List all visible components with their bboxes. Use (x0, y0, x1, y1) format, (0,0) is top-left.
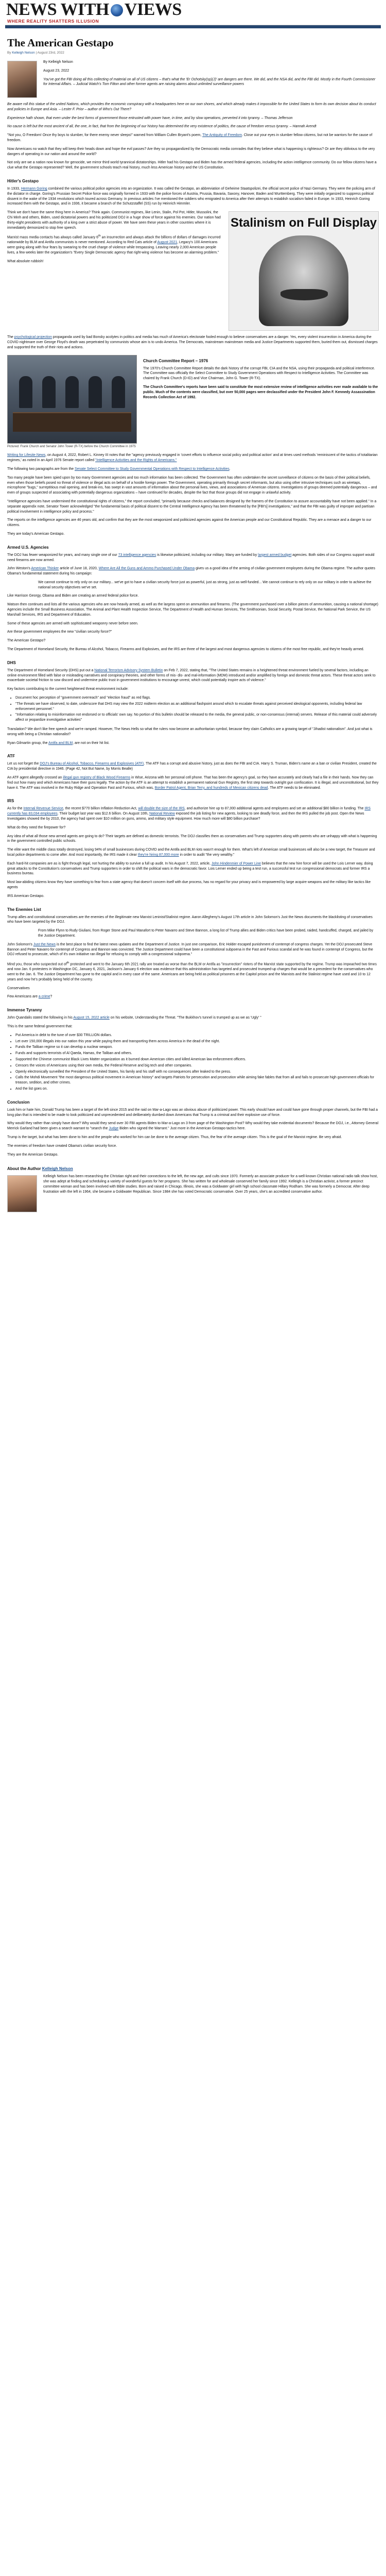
heading-atf: ATF (7, 754, 15, 759)
church-p5: Too many people have been spied upon by too many Government agencies and too much information has been collected. The Government has often undertaken the secret surveillance of citizens on the basis of their political beliefs, even when those beliefs posed no threat of violence or illegal acts on behalf of a hostile foreign power. The Government, operating primarily through secret informants, but also using other intrusive techniques such as wiretaps, microphone "bugs," surreptitious mail opening, and break-ins, has swept in vast amounts of information about the personal lives, views, and associations of American citizens. Investigations of groups deemed potentially dangerous – and even of groups suspected of associating with potentially dangerous organizations – have continued for decades, despite the fact that those groups did not engage in unlawful activity. (7, 476, 377, 495)
list-item: • And the list goes on. (15, 1087, 379, 1092)
hitler-p1: In 1933, Hermann Goring combined the various political police agencies into an organization. It was called the Gestapo, an abbreviation of Geheime Staatspolizei, the official secret police of Nazi Germany. They were the policing arm of the dictator in charge. Goring's Prussian Secret Police force was originally formed in 1933 with the police forces of Austria, Prussia, Bavaria, Saxony, Hanover, Baden and Wurttemberg. They were initially organized to suppress political dissent in the wake of the 1934 revolutions which toured across Germany. In previous articles I've mentioned the soldiers who emigrated to America after their attempts to establish socialism failed in Europe. In 1933, Heinrich Goring increased them with the Gestapo, and in 1936, it became a branch of the Schutzstaffel (SS) run by Heinrich Himmler. (7, 187, 375, 206)
link-irs[interactable]: Internal Revenue Service (23, 807, 63, 811)
armed-p4: Like Harrison Georgy, Obama and Biden are creating an armed federal police force. (7, 594, 139, 598)
armed-p1: The DOJ has fewer weaponized for years, and many single one of our 73 intelligence agencies is likewise politicized, including our military. Many are funded by largest armed budget agencies. Both sides of our Congress support would need firearms are now armed. (7, 553, 375, 562)
link-intelligence-activities[interactable]: "Intelligence Activities and the Rights of Americans." (95, 459, 177, 463)
enemies-p2-quote: From Mike Flynn to Rudy Giuliani, from Roger Stone and Paul Manafort to Peter Navarro and Steve Bannon, a long list of Trump allies and Biden critics have been probed, raided, handcuffed, charged, and jailed by the Justice Department. (38, 929, 374, 938)
list-item: • Document hoc perception of "government overreach" and "election fraud" as red flags. (15, 696, 379, 701)
enemies-p1: Trump allies and constitutional conservatives are the enemies of the illegitimate new Marxist Leninist/Stalinist regime. Aaron Allegheny's August 17th article in John Solomon's Just the News documents the blacklisting of conservatives who have been targeted by the DOJ. (7, 915, 373, 924)
list-item: • Openly electronically surveilled the President of the United States, his family and his staff with no consequences after leaked to the press. (15, 1070, 379, 1075)
link-aug-15-article[interactable]: August 15, 2022 article (73, 1016, 110, 1020)
enemies-p3: John Solomon's Just the News is the best place to find the latest news updates and the Department of Justice. In just one comparison, Eric Holder escaped punishment of contempt of congress charges. Yet the DOJ prosecuted Steve Bannon and Peter Navarro for contempt of Congress and Bannon was convicted. The Justice Department could have been a constitutional subpoena in the Fast and Furious scandal and he was found in contempt of Congress, but the DOJ refused to prosecute, which of it's own initiative ran illegal for refusing to comply with a congressional subpoena." (7, 942, 373, 957)
armed-p7: Are these government employees the new "civilian security force?" (7, 630, 112, 634)
heading-enemies-list: The Enemies List (7, 907, 41, 912)
church-p1: The 1970's Church Committee Report details the dark history of the corrupt FBI, CIA and the NSA, using their propaganda and political interference. The Committee was officially the Select Committee to Study Government Operations with Respect to Intelligence Activities. The Committee was chaired by Frank Church (D-ID) and Vice Chairman, John G. Tower (R-TX). (143, 366, 375, 381)
bio-photo-wrap (7, 1175, 37, 1212)
link-antiquity-of-freedom[interactable]: The Antiquity of Freedom (202, 133, 242, 138)
list-item: • Censors the voices of Americans using their own media, the Federal Reserve and big tech and other companies. (15, 1063, 379, 1069)
link-guns-and-ammo[interactable]: Where Are All the Guns and Ammo Purchased Under Obama (98, 567, 195, 571)
armed-p3-quote: We cannot continue to rely only on our military... we've got to have a civilian security force just as powerful, just as strong, just as well-funded... We cannot continue to rely only on our military in order to achieve the national security objectives we've set. (38, 580, 372, 589)
about-author-heading: About the Author Kelleigh Nelson (7, 1166, 73, 1172)
author-link[interactable]: Kelleigh Nelson (12, 51, 35, 55)
list-item: • Calls the Mohdi Movement "the most dangerous political movement in American history" and targets Patriots for persecution and prosecution while aiming fake fables that from all and fails to prosecute high government officials for treason, sedition, and other crimes. (15, 1075, 379, 1086)
link-hiring-87000[interactable]: they're hiring 87,000 more (137, 853, 179, 857)
author-photo (7, 61, 37, 98)
link-national-review[interactable]: National Review (149, 812, 175, 816)
enemies-p5: Conservatives (7, 986, 30, 990)
conclusion-p3: Trump is the target, but what has been done to him and the people who worked for him can be done to the average citizen. Thus, the fear of the average citizen. This is the goal of the Marxist regime. Be very afraid. (7, 1135, 342, 1139)
link-antifa-blm[interactable]: Antifa and BLM (48, 741, 73, 745)
stalinism-image (229, 211, 379, 331)
byline-prefix: By (7, 51, 11, 55)
list-item: • Supported the Chinese communist Black Lives Matter organization as it burned down American cities and killed American law enforcement officers. (15, 1057, 379, 1062)
link-ntas-bulletin[interactable]: National Terrorism Advisory System Bulletin (94, 668, 163, 672)
list-item: • "The threats we have observed, to date, underscore that DHS may view the 2022 midterm election as an additional flashpoint around which to escalate threats against perceived ideological opponents, including federal law enforcement personnel." (15, 702, 379, 712)
hitler-p2: Think we don't have the same thing here in America? Think again. Communist regimes, like Lenin, Stalin, Pol Pot, Hitler, Mussolini, the Chi Minh and others, Biden, used dictatorial powers and his politicized DOJ in a huge show of force against his enemies. Our nation had thirty-eight presidents with authority of a king over a strict abuse of power. We have seen these years in other countries where it is immediately demonized to stop free speech. (7, 211, 221, 230)
author-block (7, 61, 37, 98)
globe-icon (111, 4, 123, 16)
intro-paragraph-6: Now Americans no watch that they will keep their heads down and hope the evil passes? Are they so propagandized by the Democratic media comrades that they believe what is happening is righteous? Or are they oblivious to the very dangers of operating in our nation and around the world? (7, 147, 375, 156)
link-senate-select-committee[interactable]: Senate Select Committee to Study Governmental Operations with Respect to Intelligence Activities (75, 467, 230, 471)
intro-quote-3: Experience hath shown, that even under the best forms of government those entrusted with power have, in time, and by slow operations, perverted it into tyranny. – Thomas Jefferson (7, 116, 293, 120)
tyranny-p2: This is the same federal government that: (7, 1025, 73, 1029)
link-gun-registry[interactable]: illegal gun registry of Black Wood Firearms (63, 776, 131, 780)
conclusion-p5: They are the American Gestapo. (7, 1153, 59, 1157)
link-doj-atf[interactable]: DOJ's Bureau of Alcohol, Tobacco, Firearms and Explosives (ATF) (40, 762, 144, 766)
heading-dhs: DHS (7, 660, 16, 665)
article-date: August 23rd, 2022 (37, 51, 64, 55)
irs-p2: What do they need the firepower for? (7, 825, 66, 829)
intro-paragraph-5: "Not you, O Freedom! Once thy boys to slumber, for there enemy never sleeps!" warned from William Cullen Bryant's poem, The Antiquity of Freedom. Close out your eyes in slumber fellow citizens, but not be warriors for the cause of freedom. (7, 133, 373, 142)
tyranny-p1: John Quandalis stated the following in his August 15, 2022 article on his website, Understanding the Threat. "The Bukkhov's tunnel is trumped up as we as 'Ugly' " (7, 1016, 261, 1020)
link-author-bio[interactable]: Kelleigh Nelson (42, 1166, 73, 1172)
site-tagline: WHERE REALITY SHATTERS ILLUSION (7, 19, 99, 24)
link-power-line[interactable]: John Hindenmier of Power Line (211, 861, 261, 866)
stalinism-banner-graphic: Stalinism on Full Display (230, 216, 377, 230)
conclusion-p2: Why would they rather than simply have done? Why would they send over 30 FBI agents Biden to Mar-a-Lago on 3 from page of the Washington Post? Why would they take evidential documents? Because the DOJ, i.e., Attorney General Merrick Garland had been given a search warrant to "search the Judge Biden who signed the Warrant." Just more in the American Gestapo tactics here. (7, 1122, 378, 1131)
intro-quote-2: Be aware roll this statue of the united Nations, which provides the economic conspiracy with a headquarters here on our own shores, and which already makes it impossible for the United States to form its own decision about its conduct and policies in Europe and Asia. – Lester F. Prior – author of Who's Out There? (7, 103, 376, 111)
irs-p1: As for the Internal Revenue Service, the recent $770 billion Inflation Reduction Act, will double the size of the IRS, and authorize hire up to 87,000 additional agents and employees and set an additional $80 billion in funding. The IRS currently has 83,034 employees. Their budget last year was $12.6 billion. On August 10th, National Review exposed the job listing for new agents, looking to see deadly force, and then the IRS pulled the job post. Open the News Investigates showed the by 2010, the agency had spent over $10 million on guns, ammo, and military style equipment. How much more will $80 billion purchase? (7, 807, 371, 821)
dhs-p3: Translation? We don't like free speech and we're ramped. However, The News Hells so what the rulers now become an authoritarian symbol, because they claim Catholics are a growing target of "Jihadist nationalism". And just what is wrong with being a Christian nationalist? (7, 727, 373, 736)
logo-text-right: VIEWS (124, 0, 182, 20)
conclusion-p1: Look him or hate him, Donald Trump has been a target of the left since 2015 and the raid on Mar-a-Lago was an obvious abuse of politicized power. This early should have and could have gone through proper channels, but the FBI had a long plan that is intended to be made to look politicized and unprecedented and deliberately dumbed down Americans that Trump is a criminal and their explosive use of force. (7, 1108, 378, 1117)
armed-p2: John Weston's American Thinker article of June 18, 2020, Where Are All the Guns and Ammo Purchased Under Obama gives us a good idea of the arming of civilian government employees during the Obama regime. The author quotes Obama's fundamental statement during his campaign: (7, 567, 375, 576)
church-p3: Writing for Lifesite News, on August 4, 2022, Robert L. Kinney III notes that the "agency previously engaged in 'covert efforts to influence social policy and political action' and at times used methods 'reminiscent of the tactics of totalitarian regimes,' as noted in an April 1976 Senate report called "Intelligence Activities and the Rights of Americans." (7, 453, 378, 463)
bio-photo (7, 1175, 37, 1212)
intro-paragraph-7: Not only are we a nation now known for genocide, we mirror third world tyrannical dictatorships. Hitler had his Gestapo and Biden has the armed federal agencies, including the action intelligence community. Do our fellow citizens have a clue what the Gestapo represented? Well, the government schools teach real history, much less American history and the US Constitution. (7, 161, 377, 170)
intro-quote-4: No cause is left but the most ancient of all, the one, in fact, that from the beginning of our history has determined the very existence of politics, the cause of freedom versus tyranny. – Hannah Arendt (7, 125, 317, 129)
intro-quote-1: You've got the FBI doing all this collecting of material on all of US citizens – that's what the 'Er Ochotsky(sp)(J)' are dangers are there. We did, and the NSA did, and the FBI did. Mostly in the Fourth Commissioner for Internal Affairs. – Judicial Watch's Tom Fitton and other former agents are raising alarms about unlimited surveillance powers (43, 77, 376, 87)
church-p2: The Church Committee's reports have been said to constitute the most extensive review of intelligence activities ever made available to the public. Much of the contents were classified, but over 50,000 pages were declassified under the President John F. Kennedy Assassination Records Collection Act of 1992. (143, 385, 378, 399)
hitler-p3: Marxist mass media contacts has always called January 6th an insurrection and always attack the billions of dollars of damages incurred nationwide by BLM and Antifa communists is never mentioned. According to Red Cats article of August 2021, Legacy's 100 Americans were going along with four fears by swearing to the cruel charge of violence while trespassing. Leaving nearly 2,000 American people lives, a few weeks later the organization's "Every Single Democratic agency that right-wing violence has become an alarming problem." (7, 234, 221, 255)
link-psychological-projection[interactable]: psychological projection (14, 335, 52, 340)
site-logo[interactable] (6, 1, 182, 24)
heading-irs: IRS (7, 799, 14, 804)
list-item: • Funds the Taliban regime so it can develop a nuclear weapon. (15, 1045, 379, 1050)
list-item: • "Information relating to misinformation not endorsed or to officials' own say. No portion of this bulletin should be released to the media, the general public, or non-consensus (internal) servers. Release of this material could adversely affect or jeopardize investigative activities" (15, 713, 379, 723)
church-p7: The reports on the intelligence agencies are 46 years old, and confirm that they are the most weaponized and politicized agencies against the American people and our Constitutional Republic. They are a menace and a danger to our citizens. (7, 518, 372, 528)
church-p6: "Intelligence agencies have undermined the constitutional rights of citizens," the report concluded, "primarily because checks and balances designed by the framers of the Constitution to assure accountability have not been applied." In a separate appendix note, Senator Tower acknowledged "the fundamental basis of political dissent to the Central Intelligence Agency has been threatened by the [FBI's] investigations," and that the FBI was guilty of improper and partisan political involvement in intelligence policy and process." (7, 499, 377, 514)
hitler-p5: The psychological projection propaganda used by bad Bonsky acolytes in politics and media has much of America's electorate fooled enough to believe conservatives are a danger. Yes, every violent insurrection in America during the COVID nightmare over George Floyd's death was perpetrated by communists whose aim is to undo America. The Democrats, mainstream mainstream media and Justice Departments supported them, buried them out, dismissed charges and supported the truth of their riots and actions. (7, 335, 378, 349)
link-a-crime[interactable]: a crime (38, 995, 50, 999)
church-p4: The following two paragraphs are from the Senate Select Committee to Study Governmental Operations with Respect to Intelligence Activities. (7, 467, 231, 471)
link-just-the-news[interactable]: Just the News (33, 942, 56, 946)
article (5, 28, 381, 1216)
irs-p3: Any idea of what all those new armed agents are going to do? Their targets are defined as domestic terrorists. The DOJ classifies them as conservatives and Trump supporters along with parents who are unhappy with what is happening in the government controlled public schools. (7, 834, 377, 843)
armed-p5: Watson then continues and lists all the various agencies who are now heavily armed, as well as the largess spent on ammunition and firearms. (The government purchased over a billion pieces of ammunition, causing a national shortage) Agencies include the Small Business Association, The Animal and Plant Health Inspection Service, The Department of Health and Human Services, The Smithsonian, Social Security, Postal Service, the National Park Service, the US Marshall Services, IRS and Department of Education. (7, 603, 378, 617)
list-item: • Let over 150,000 illegals into our nation this year while paying them and transporting them across America in the dead of the night. (15, 1039, 379, 1044)
hitler-p4: What absolute rubbish! (7, 259, 44, 263)
atf-p1: Let us not forget the DOJ's Bureau of Alcohol, Tobacco, Firearms and Explosives (ATF). The ATF has a corrupt and abusive history, just as does the FBI and CIA. Harry S. Truman, Biden's name an a ban or civilian President, created the CIA by presidential directive in 1946. (Page 42, Not But Name, by Morris Bealle) (7, 762, 377, 771)
link-double-irs[interactable]: will double the size of the IRS (138, 807, 185, 811)
enemies-p4: Mind you, those who suspected out $of^{th}$ protested and went to the January 6th 2021 rally are treated as worse than the BLM or Antifa as "insurrection" rioters of the Marxist state supported by the regime. Trump was impeached two times and now Jan. 6 protesters in Washington DC, January 6, 2021, Jackson's January 6 election was evidence that this administration has targeted and prosecuted trumped-up charges that would be a precedent for the conservatives who went to the Jan. 6. The Justice Department has gone to the capitol and in every case of the same. Americans are being held as political prisoners at the Capitol prison and the Marxists and the Stalinist regime have used and 10 to 12 years and now he's probably being held of the country. (7, 961, 377, 981)
dhs-p4: Ryan Gilmartin group, the Antifa and BLM, are not on their hit list. (7, 741, 110, 745)
irs-p5: Each hard-hit companies are as is fight through legal, not hurting the ability to survive a full up audit. In his August 7, 2022, article, John Hindenmier of Power Line believes that the new hire force will be used the Lois Lerner way, doing great attacks to the Constitution's conservatives and Trump supporters in order to shift the political wars in the democratic favor. Lois Lerner ended up being a test run, a successful test run congressional democrats and former IRS a business bureau. (7, 861, 373, 876)
link-judge[interactable]: Judge (109, 1127, 119, 1131)
link-august-2021[interactable]: August 2021 (157, 241, 178, 245)
site-header (5, 0, 381, 25)
link-brian-terry[interactable]: Border Patrol Agent, Brian Terry, and hundreds of Mexican citizens dead (154, 786, 268, 790)
bio-text: Kelleigh Nelson has been researching the Christian right and their connections to the left, the new age, and cults since 1970. Formerly an associate producer for a well-known Christian national radio talk show host, she was adept at finding and scheduling a variety of wonderful guests for her programs. She has written for and wholesale conserved her family since 1992. Kelleigh is a Christian activist, a former precinct committee woman and has been involved with Bible studies. Born and raised in Chicago, Illinois, she was a Goldwater girl with high school classmate Hillary Rodham. She was formerly a Democrat. After deep frustration with the left in 1964, she became a Goldwater Republican. Since 1984 she has voted Democratic conservative. Over 25 years, she's an accredited conservative author. (43, 1175, 378, 1194)
irs-p7: IRS American Gestapo. (7, 894, 45, 898)
dhs-p2: Key factors contributing to the current heightened threat environment include: (7, 687, 129, 691)
atf-p2: An ATF agent allegedly crossed an illegal gun registry of Black Wood Firearms in Wise, Arizona with her personal cell phone. That has been the agency's goal, so they have accurately and clearly had a file in their hands. Now they can find out how many and which Americans have their guns legally. The action by the ATF is an attempt to establish a permanent national Gun Registry, the first step towards outright gun confiscation. It is illegal, and unconstitutional, but they have it. The ATF was involved in the Ruby Ridge and Operation Fast and Furious, which was, Border Patrol Agent, Brian Terry, and hundreds of Mexican citizens dead. The ATF needs to be eliminated. (7, 776, 379, 790)
irs-p6: Most law-abiding citizens know they have something to fear from a state agency that doesn't concern itself with due process, has no regard for your privacy and is empowered by large acquire weapons and the military like tactics like agents (7, 880, 371, 889)
article-title: The American Gestapo (7, 37, 114, 49)
church-image-caption: Pictured: Frank Church and Senator John Tower (R-TX) before the Church Committee in 1975 (7, 445, 136, 448)
heading-conclusion: Conclusion (7, 1099, 30, 1105)
armed-p9: The Department of Homeland Security, the Bureau of Alcohol, Tobacco, Firearms and Explosives, and the IRS are three of the largest and most dangerous agencies to citizens of the most free republic, and they're heavily armed. (7, 648, 364, 652)
list-item: • Put America in debt to the tune of over $30 TRILLION dollars. (15, 1033, 379, 1038)
link-irs-employees[interactable]: IRS currently has 83,034 employees (7, 807, 371, 816)
church-p8: They are today's American Gestapo. (7, 532, 65, 536)
heading-immense-tyranny: Immense Tyranny (7, 1008, 42, 1013)
church-committee-image (7, 355, 137, 449)
heading-hitlers-gestapo: Hitler's Gestapo (7, 178, 39, 183)
list-item: • Funds and supports terrorists of Al Qaeda, Hamas, the Taliban and others. (15, 1051, 379, 1056)
irs-p4: The elite want the middle class totally destroyed, losing 94% of small businesses during COVID and the Antifa and BLM riots wasn't enough for them. What's left of American small businesses will also be a new target, the Treasurer and local police departments to come after. And most importantly, the IRS made it clear they're hiring 87,000 more in order to audit "the very wealthy." (7, 848, 375, 857)
portrait-graphic (259, 235, 348, 326)
link-intelligence-agencies[interactable]: 73 intelligence agencies (118, 553, 156, 557)
dhs-bullet-list (7, 696, 379, 723)
armed-p8: The American Gestapo? (7, 639, 46, 643)
heading-armed-agencies: Armed U.S. Agencies (7, 545, 49, 550)
author-block-name: By Kelleigh Nelson (43, 60, 73, 64)
tyranny-bullet-list (7, 1033, 379, 1092)
author-block-date: August 23, 2022 (43, 69, 69, 73)
conclusion-p4: The enemies of freedom have created Obama's civilian security force. (7, 1144, 117, 1148)
article-meta: By Kelleigh Nelson | August 23rd, 2022 (7, 51, 64, 55)
logo-text-left: NEWS WITH (6, 0, 109, 20)
link-hermann-goring[interactable]: Hermann Goring (21, 187, 47, 191)
enemies-p6: Few Americans are a crime? (7, 995, 52, 999)
link-lifesite-news[interactable]: Writing for Lifesite News (7, 453, 46, 457)
dhs-p1: The Department of Homeland Security (DHS) put out a National Terrorism Advisory System Bulletin on Feb 7, 2022, stating that, "The United States remains in a heightened threat environment fueled by several factors, including an online environment filled with false or misleading narratives and conspiracy theories, and other forms of mis- dis- and mal-information (MDM) introduced and/or amplified by foreign and domestic threat actors. These threat actors seek to exacerbate societal friction to sow discord and undermine public trust in government institutions to encourage unrest, which could potentially inspire acts of violence." (7, 668, 376, 683)
link-american-thinker[interactable]: American Thinker (31, 567, 59, 571)
link-armed-budget[interactable]: largest armed budget (258, 553, 292, 557)
armed-p6: Some of these agencies are armed with sophisticated weaponry never before seen. (7, 621, 138, 625)
heading-church-committee: Church Committee Report – 1976 (143, 358, 208, 363)
